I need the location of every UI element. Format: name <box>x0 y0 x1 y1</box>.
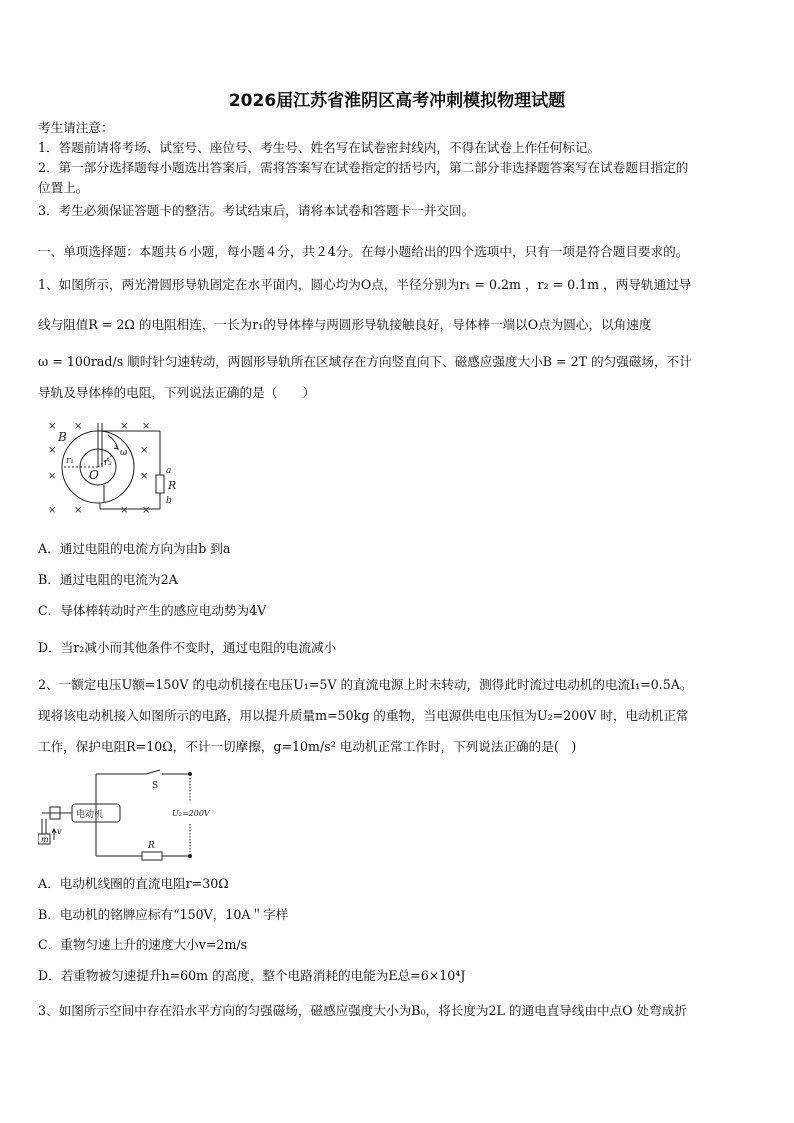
cross-mark: × <box>140 445 149 456</box>
label-R: R <box>168 479 177 492</box>
label-b: b <box>166 496 172 506</box>
q2-option-b: B．电动机的铭牌应标有“150V，10A＂字样 <box>38 907 289 922</box>
q2-option-c: C．重物匀速上升的速度大小v=2m/s <box>38 937 248 952</box>
q1-figure <box>44 415 194 525</box>
cross-mark: × <box>48 421 57 432</box>
cross-mark: × <box>142 421 151 432</box>
q1-option-c: C．导体棒转动时产生的感应电动势为4V <box>38 603 267 618</box>
q2-line-1: 2、一额定电压U额=150V 的电动机接在电压U₁=5V 的直流电源上时未转动，测得此时流过电动机的电流I₁=0.5A。 <box>38 677 693 692</box>
label-motor: 电动机 <box>76 810 104 820</box>
cross-mark: × <box>120 421 129 432</box>
label-a: a <box>166 466 172 476</box>
label-U2: U₂=200V <box>172 809 210 818</box>
section-heading: 一、单项选择题：本题共６小题，每小题４分，共２4分。在每小题给出的四个选项中，只有一项是符合题目要求的。 <box>38 244 689 259</box>
cross-mark: × <box>74 421 83 432</box>
cross-mark: × <box>142 505 151 516</box>
cross-mark: × <box>120 505 129 516</box>
q2-option-d: D．若重物被匀速提升h=60m 的高度，整个电路消耗的电能为E总=6×10⁴J <box>38 968 466 983</box>
label-O: O <box>89 468 99 482</box>
q2-line-3: 工作，保护电阻R=10Ω，不计一切摩擦，g=10m/s² 电动机正常工作时，下列说法正确的是( ) <box>38 739 577 754</box>
label-r2: r₂ <box>104 458 112 468</box>
q1-line-3: ω = 100rad/s 顺时针匀速转动，两圆形导轨所在区域存在方向竖直向下、磁感应强度大小B = 2T 的匀强磁场，不计 <box>38 354 692 369</box>
label-B: B <box>58 430 67 444</box>
q1-option-b: B．通过电阻的电流为2A <box>38 572 178 587</box>
q2-option-a: A．电动机线圈的直流电阻r=30Ω <box>38 876 229 891</box>
q1-option-a: A．通过电阻的电流方向为由b 到a <box>38 541 231 556</box>
q3-line-1: 3、如图所示空间中存在沿水平方向的匀强磁场，磁感应强度大小为B₀，将长度为2L 的通电直导线由中点O 处弯成折 <box>38 1003 687 1018</box>
q1-line-2: 线与阻值R = 2Ω 的电阻相连，一长为r₁的导体棒与两圆形导轨接触良好，导体棒一端以O点为圆心，以角速度 <box>38 317 652 332</box>
q2-line-2: 现将该电动机接入如图所示的电路，用以提升质量m=50kg 的重物，当电源供电电压恒为U₂=200V 时，电动机正常 <box>38 708 689 723</box>
label-R: R <box>148 841 155 851</box>
q1-line-4: 导轨及导体棒的电阻，下列说法正确的是（ ） <box>38 385 316 400</box>
page-title: 2026届江苏省淮阴区高考冲刺模拟物理试题 <box>228 91 566 111</box>
q1-option-d: D．当r₂减小而其他条件不变时，通过电阻的电流减小 <box>38 640 337 655</box>
notice-item-3: 3．考生必须保证答题卡的整洁。考试结束后，请将本试卷和答题卡一并交回。 <box>38 203 475 218</box>
cross-mark: × <box>48 505 57 516</box>
notice-item-1: 1．答题前请将考场、试室号、座位号、考生号、姓名写在试卷密封线内，不得在试卷上作任何标记。 <box>38 140 601 155</box>
label-r1: r₁ <box>66 456 74 466</box>
cross-mark: × <box>140 471 149 482</box>
label-v: v <box>57 827 62 836</box>
cross-mark: × <box>48 445 57 456</box>
notice-item-2-cont: 位置上。 <box>38 180 89 195</box>
q2-figure <box>38 768 228 863</box>
notice-heading: 考生请注意： <box>38 120 114 135</box>
cross-mark: × <box>74 505 83 516</box>
label-m: m <box>41 835 49 844</box>
label-S: S <box>152 781 159 791</box>
cross-mark: × <box>48 471 57 482</box>
notice-item-2: 2．第一部分选择题每小题选出答案后，需将答案写在试卷指定的括号内，第二部分非选择题答案写在试卷题目指定的 <box>38 160 689 175</box>
q1-line-1: 1、如图所示，两光滑圆形导轨固定在水平面内，圆心均为O点，半径分别为r₁ = 0.2m ，r₂ = 0.1m ，两导轨通过导 <box>38 277 692 292</box>
label-omega: ω <box>120 448 128 458</box>
